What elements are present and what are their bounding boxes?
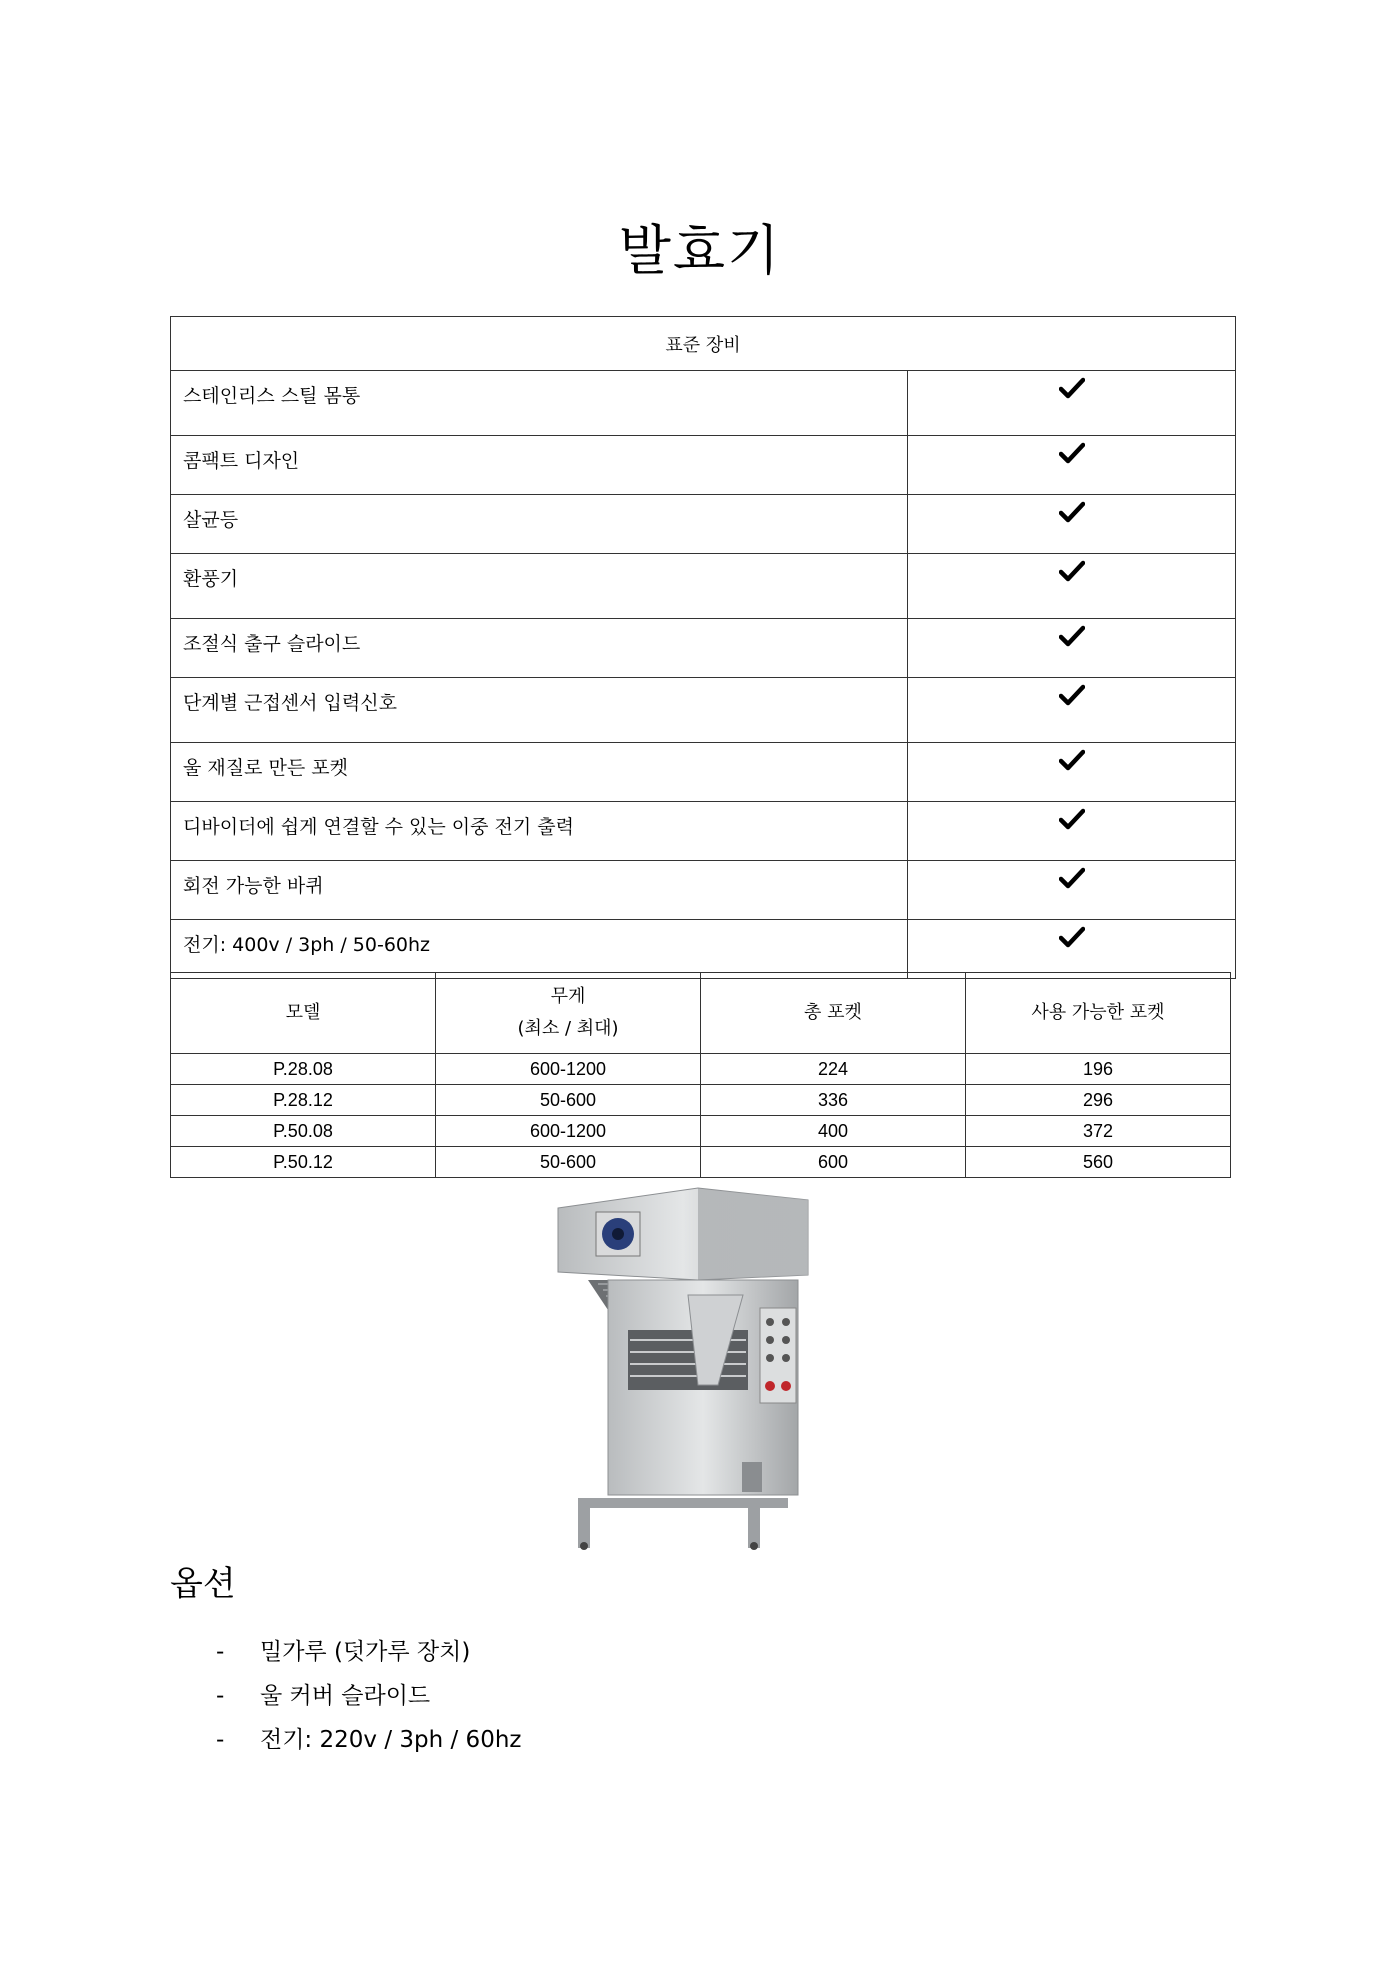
table-row: [171, 1116, 1231, 1147]
equipment-check-cell: [908, 495, 1236, 554]
equipment-row: [171, 554, 1236, 619]
total-pockets-cell: 400: [701, 1116, 966, 1147]
equipment-row: [171, 743, 1236, 802]
checkmark-icon: [1059, 501, 1085, 523]
total-pockets-cell: 224: [701, 1054, 966, 1085]
equipment-label: 조절식 출구 슬라이드: [171, 619, 908, 678]
weight-column-header: [436, 973, 701, 1054]
equipment-row: [171, 495, 1236, 554]
weight-cell: 50-600: [436, 1085, 701, 1116]
model-cell: P.50.08: [171, 1116, 436, 1147]
checkmark-icon: [1059, 684, 1085, 706]
checkmark-icon: [1059, 808, 1085, 830]
equipment-check-cell: [908, 802, 1236, 861]
equipment-row: [171, 920, 1236, 979]
list-dash: -: [216, 1727, 225, 1753]
options-title: 옵션: [170, 1564, 236, 1604]
equipment-row: [171, 802, 1236, 861]
model-cell: P.28.08: [171, 1054, 436, 1085]
list-dash: -: [216, 1683, 225, 1709]
page-title: 발효기: [618, 219, 782, 282]
model-table-header-row: [171, 973, 1231, 1054]
equipment-check-cell: [908, 678, 1236, 743]
standard-equipment-header-row: [171, 317, 1236, 371]
equipment-row: [171, 861, 1236, 920]
checkmark-icon: [1059, 625, 1085, 647]
equipment-row: [171, 678, 1236, 743]
checkmark-icon: [1059, 926, 1085, 948]
model-cell: P.28.12: [171, 1085, 436, 1116]
equipment-check-cell: [908, 861, 1236, 920]
usable-pockets-cell: 196: [966, 1054, 1231, 1085]
usable-pockets-column-header: 사용 가능한 포켓: [966, 973, 1231, 1054]
standard-equipment-header: 표준 장비: [171, 317, 1236, 371]
weight-header-line1: 무게: [550, 986, 586, 1007]
table-row: [171, 1085, 1231, 1116]
equipment-check-cell: [908, 619, 1236, 678]
list-item: [216, 1674, 521, 1718]
checkmark-icon: [1059, 867, 1085, 889]
option-label: 울 커버 슬라이드: [260, 1683, 431, 1709]
equipment-row: [171, 619, 1236, 678]
checkmark-icon: [1059, 560, 1085, 582]
table-row: [171, 1147, 1231, 1178]
equipment-label: 회전 가능한 바퀴: [171, 861, 908, 920]
checkmark-icon: [1059, 749, 1085, 771]
total-pockets-cell: 336: [701, 1085, 966, 1116]
equipment-row: [171, 436, 1236, 495]
list-dash: -: [216, 1639, 225, 1665]
usable-pockets-cell: 296: [966, 1085, 1231, 1116]
weight-cell: 600-1200: [436, 1054, 701, 1085]
usable-pockets-cell: 372: [966, 1116, 1231, 1147]
checkmark-icon: [1059, 442, 1085, 464]
equipment-label: 콤팩트 디자인: [171, 436, 908, 495]
model-spec-table: [170, 972, 1231, 1178]
equipment-row: [171, 371, 1236, 436]
weight-header-line2: (최소 / 최대): [517, 1018, 619, 1039]
list-item: [216, 1718, 521, 1762]
equipment-check-cell: [908, 743, 1236, 802]
equipment-label: 단계별 근접센서 입력신호: [171, 678, 908, 743]
equipment-label: 울 재질로 만든 포켓: [171, 743, 908, 802]
table-row: [171, 1054, 1231, 1085]
proofer-machine-image: [548, 1180, 830, 1552]
weight-cell: 600-1200: [436, 1116, 701, 1147]
model-cell: P.50.12: [171, 1147, 436, 1178]
equipment-check-cell: [908, 920, 1236, 979]
total-pockets-column-header: 총 포켓: [701, 973, 966, 1054]
model-column-header: 모델: [171, 973, 436, 1054]
equipment-label: 살균등: [171, 495, 908, 554]
equipment-label: 스테인리스 스틸 몸통: [171, 371, 908, 436]
equipment-label: 환풍기: [171, 554, 908, 619]
total-pockets-cell: 600: [701, 1147, 966, 1178]
equipment-check-cell: [908, 436, 1236, 495]
usable-pockets-cell: 560: [966, 1147, 1231, 1178]
options-list: [216, 1630, 521, 1762]
weight-cell: 50-600: [436, 1147, 701, 1178]
equipment-check-cell: [908, 554, 1236, 619]
checkmark-icon: [1059, 377, 1085, 399]
option-label: 전기: 220v / 3ph / 60hz: [260, 1727, 522, 1753]
standard-equipment-table: [170, 316, 1236, 979]
equipment-label: 전기: 400v / 3ph / 50-60hz: [171, 920, 908, 979]
equipment-label: 디바이더에 쉽게 연결할 수 있는 이중 전기 출력: [171, 802, 908, 861]
list-item: [216, 1630, 521, 1674]
equipment-check-cell: [908, 371, 1236, 436]
option-label: 밀가루 (덧가루 장치): [260, 1639, 471, 1665]
